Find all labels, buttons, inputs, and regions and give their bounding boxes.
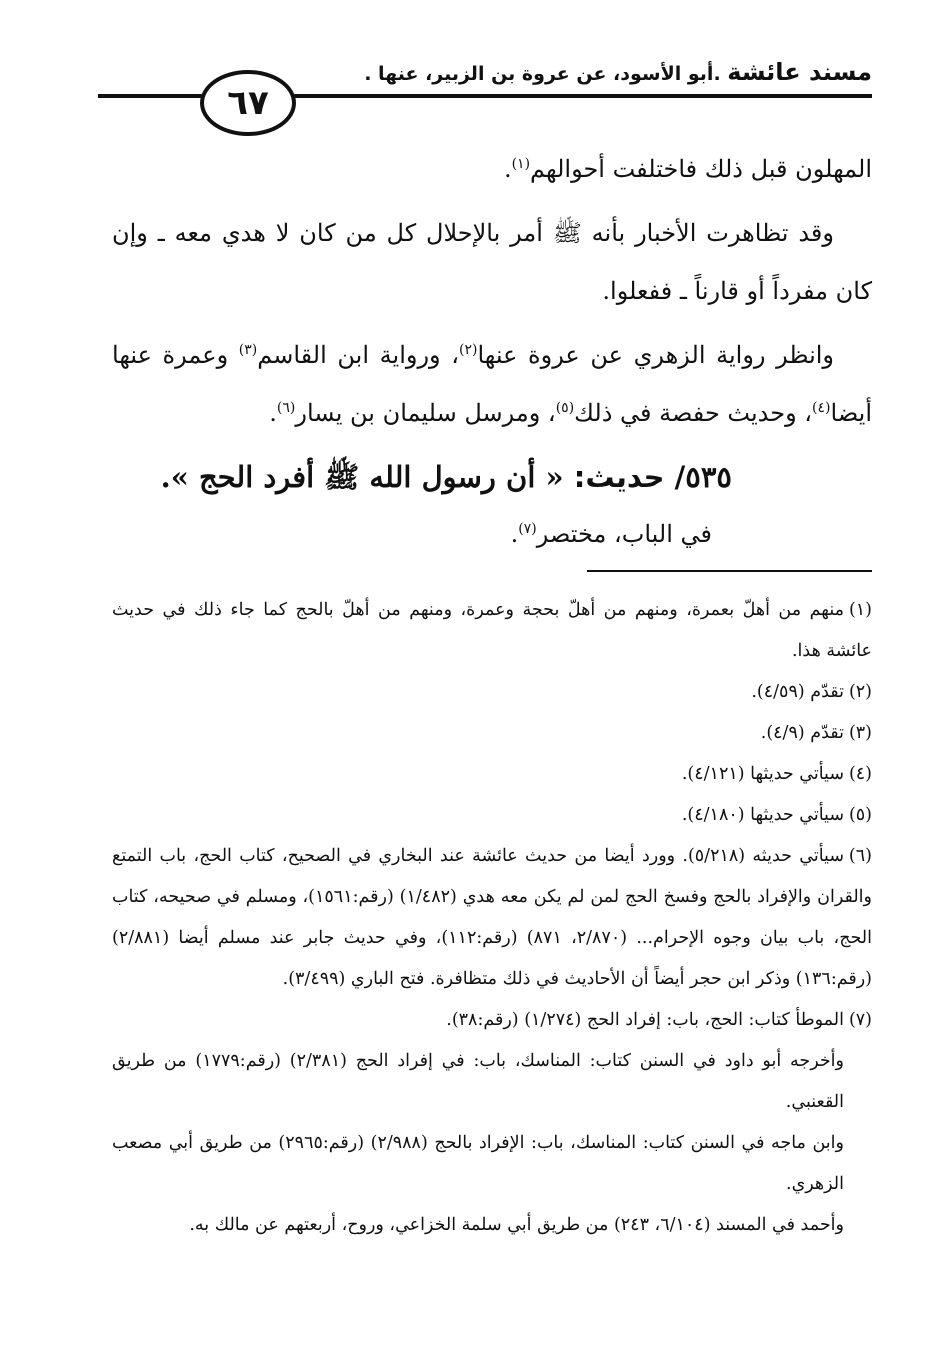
footnote-4-text: سيأتي حديثها (٤/١٢١).: [681, 764, 844, 784]
footnote-ref-6: (٦): [276, 400, 296, 416]
footnote-7-ahmad: وأحمد في المسند (٦/١٠٤، ٢٤٣) من طريق أبي سلمة الخزاعي، وروح، أربعتهم عن مالك به.: [189, 1215, 844, 1235]
footnote-7-ibnmajah: وابن ماجه في السنن كتاب: المناسك، باب: الإفراد بالحج (٢/٩٨٨) (رقم:٢٩٦٥) من طريق أبي مصعب الزهري.: [112, 1133, 844, 1194]
p3-part-d: ، وحديث حفصة في ذلك: [574, 399, 813, 427]
footnote-7: [112, 1000, 872, 1041]
footnote-3-number: (٣): [848, 723, 872, 743]
page-number: ٦٧: [200, 70, 296, 136]
paragraph-1: [112, 140, 872, 198]
footnote-ref-7: (٧): [518, 521, 537, 537]
paragraph-3: [112, 326, 872, 442]
hadith-keyword: حديث:: [573, 460, 665, 494]
footnote-6: [112, 836, 872, 1000]
footnote-4-number: (٤): [848, 764, 872, 784]
footnote-2-text: تقدّم (٤/٥٩).: [751, 682, 844, 702]
footnote-7-text: الموطأ كتاب: الحج، باب: إفراد الحج (١/٢٧٤) (رقم:٣٨).: [446, 1010, 844, 1030]
footnotes: [112, 590, 872, 1246]
hadith-number: ٥٣٥/: [674, 460, 732, 494]
footnote-rule: [587, 570, 872, 572]
hadith-text: « أن رسول الله ﷺ أفرد الحج ».: [160, 460, 564, 494]
main-text: [112, 140, 872, 562]
p3-part-c: وعمرة عنها أيضا: [112, 341, 872, 427]
footnote-ref-1: (١): [511, 156, 531, 172]
paragraph-1-end: .: [503, 155, 512, 183]
footnote-ref-3: (٣): [238, 342, 258, 358]
bab-text: في الباب، مختصر: [536, 520, 712, 548]
hadith-heading: [112, 448, 872, 506]
paragraph-1-text: المهلون قبل ذلك فاختلفت أحوالهم: [530, 155, 872, 183]
footnote-ref-4: (٤): [812, 400, 831, 416]
paragraph-2: وقد تظاهرت الأخبار بأنه ﷺ أمر بالإحلال كل من كان لا هدي معه ـ وإن كان مفرداً أو قارناً ـ ففعلوا.: [112, 219, 872, 305]
p3-part-e: ، ومرسل سليمان بن يسار: [295, 399, 556, 427]
footnote-5-number: (٥): [848, 805, 872, 825]
footnote-1: [112, 590, 872, 672]
footnote-2-number: (٢): [848, 682, 872, 702]
p3-part-f: .: [269, 399, 277, 427]
footnote-7-abudawud: وأخرجه أبو داود في السنن كتاب: المناسك، باب: في إفراد الحج (٢/٣٨١) (رقم:١٧٧٩) من طريق القعنبي.: [112, 1051, 844, 1112]
footnote-ref-2: (٢): [459, 342, 478, 358]
footnote-5: [112, 795, 872, 836]
footnote-1-text: منهم من أهلّ بعمرة، ومنهم من أهلّ بحجة وعمرة، ومنهم من أهلّ بالحج كما جاء ذلك في حديث عائشة هذا.: [112, 600, 872, 661]
footnote-3-text: تقدّم (٤/٩).: [760, 723, 844, 743]
header-book-title: مسند عائشة: [727, 58, 872, 86]
p3-part-b: ، ورواية ابن القاسم: [257, 341, 459, 369]
footnote-6-number: (٦): [848, 846, 872, 866]
footnote-2: [112, 672, 872, 713]
header-chapter: .أبو الأسود، عن عروة بن الزبير، عنها .: [364, 63, 721, 85]
bab-end: .: [510, 520, 519, 548]
footnote-ref-5: (٥): [555, 400, 575, 416]
footnote-5-text: سيأتي حديثها (٤/١٨٠).: [681, 805, 844, 825]
footnote-7-number: (٧): [848, 1010, 872, 1030]
p3-part-a: وانظر رواية الزهري عن عروة عنها: [477, 341, 835, 369]
footnote-3: [112, 713, 872, 754]
bab-line: [112, 506, 872, 562]
footnote-4: [112, 754, 872, 795]
footnote-6-text: سيأتي حديثه (٥/٢١٨). وورد أيضا من حديث عائشة عند البخاري في الصحيح، كتاب الحج، باب التمتع والقران والإفراد بالحج وفسخ الحج لمن لم يكن معه هدي (١/٤٨٢) (رقم:١٥٦١)، ومسلم في صحيحه، كتاب الحج، باب بيان وجوه الإحرام... (٢/٨٧٠، ٨٧١) (رقم:١١٢)، وفي حديث جابر عند مسلم أيضا (٢/٨٨١) (رقم:١٣٦) وذكر ابن حجر أيضاً أن الأحاديث في ذلك متظافرة. فتح الباري (٣/٤٩٩).: [112, 846, 872, 989]
header-title: [364, 58, 872, 86]
footnote-1-number: (١): [848, 600, 872, 620]
